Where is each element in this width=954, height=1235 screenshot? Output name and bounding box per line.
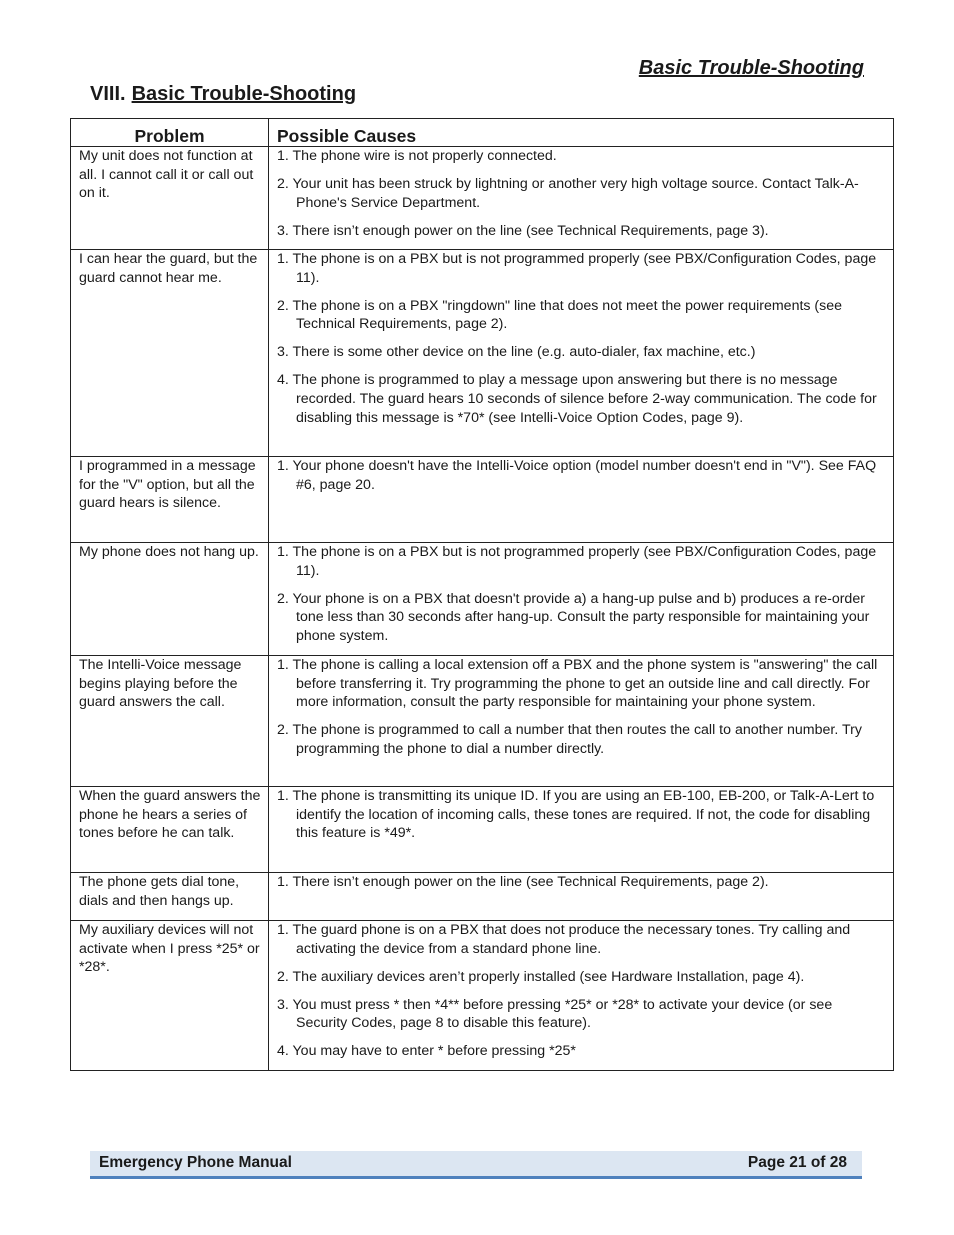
page-footer	[90, 1151, 862, 1179]
cause-item: 1. The phone wire is not properly connected.	[277, 148, 557, 164]
causes-cell	[269, 656, 894, 787]
footer-manual-title: Emergency Phone Manual	[99, 1154, 292, 1171]
cause-item: 3. There isn’t enough power on the line (see Technical Requirements, page 3).	[277, 222, 769, 239]
section-number: VIII.	[90, 83, 126, 105]
problem-cell: The phone gets dial tone, dials and then hangs up.	[71, 873, 269, 921]
cause-item: 4. You may have to enter * before pressing *25*	[277, 1043, 576, 1060]
running-head: Basic Trouble-Shooting	[638, 57, 864, 79]
cause-item: 1. The phone is calling a local extension off a PBX and the phone system is "answering" the call before transferring it. Try programming the phone to get an outside line and call directly. For more information, consult the party responsible for maintaining your phone system.	[277, 657, 878, 711]
table-row	[71, 787, 894, 873]
causes-cell	[269, 543, 894, 656]
footer-page-number: Page 21 of 28	[747, 1154, 847, 1171]
troubleshooting-table	[70, 118, 894, 1071]
problem-cell: I programmed in a message for the "V" option, but all the guard hears is silence.	[71, 457, 269, 543]
causes-cell	[269, 457, 894, 543]
table-row	[71, 457, 894, 543]
problem-cell: I can hear the guard, but the guard cannot hear me.	[71, 250, 269, 457]
cause-item: 2. The auxiliary devices aren’t properly installed (see Hardware Installation, page 4).	[277, 968, 805, 985]
cause-item: 1. The phone is on a PBX but is not programmed properly (see PBX/Configuration Codes, page 11).	[277, 544, 877, 579]
cause-item: 1. The phone is on a PBX but is not programmed properly (see PBX/Configuration Codes, page 11).	[277, 251, 877, 286]
cause-item: 1. Your phone doesn't have the Intelli-Voice option (model number doesn't end in "V"). See FAQ #6, page 20.	[277, 458, 877, 493]
table-row	[71, 147, 894, 250]
cause-item: 2. Your unit has been struck by lightning or another very high voltage source. Contact Talk-A-Phone's Service Department.	[277, 176, 859, 211]
cause-item: 1. The guard phone is on a PBX that does not produce the necessary tones. Try calling and activating the device from a standard phone line.	[277, 922, 851, 957]
causes-cell	[269, 147, 894, 250]
problem-cell: My unit does not function at all. I cannot call it or call out on it.	[71, 147, 269, 250]
table-row	[71, 656, 894, 787]
causes-cell	[269, 921, 894, 1071]
causes-cell	[269, 250, 894, 457]
cause-item: 3. You must press * then *4** before pressing *25* or *28* to activate your device (or see Security Codes, page 8 to disable this feature).	[277, 996, 833, 1032]
table-row	[71, 250, 894, 457]
table-header-row	[71, 119, 894, 147]
problem-cell: When the guard answers the phone he hears a series of tones before he can talk.	[71, 787, 269, 873]
table-row	[71, 543, 894, 656]
section-heading	[90, 83, 356, 106]
cause-item: 4. The phone is programmed to play a message upon answering but there is no message recorded. The guard hears 10 seconds of silence before 2-way communication. The code for disabling this message is *70* (see Intelli-Voice Option Codes, page 9).	[277, 372, 877, 426]
cause-item: 2. Your phone is on a PBX that doesn't provide a) a hang-up pulse and b) produces a re-order tone less than 30 seconds after hang-up. Consult the party responsible for maintaining your phone system.	[277, 590, 870, 645]
cause-item: 2. The phone is programmed to call a number that then routes the call to another number. Try programming the phone to dial a number directly.	[277, 722, 862, 758]
problem-cell: My auxiliary devices will not activate when I press *25* or *28*.	[71, 921, 269, 1071]
cause-item: 1. The phone is transmitting its unique ID. If you are using an EB-100, EB-200, or Talk-A-Lert to identify the location of incoming calls, these tones are required. If not, the code for disabling this feature is *49*.	[277, 788, 875, 842]
table-row	[71, 873, 894, 921]
section-title: Basic Trouble-Shooting	[131, 83, 357, 105]
cause-item: 1. There isn’t enough power on the line (see Technical Requirements, page 2).	[277, 874, 769, 890]
causes-cell	[269, 787, 894, 873]
problem-cell: The Intelli-Voice message begins playing before the guard answers the call.	[71, 656, 269, 787]
problem-cell: My phone does not hang up.	[71, 543, 269, 656]
cause-item: 2. The phone is on a PBX "ringdown" line that does not meet the power requirements (see Technical Requirements, page 2).	[277, 297, 843, 333]
table-row	[71, 921, 894, 1071]
column-header-possible-causes: Possible Causes	[269, 119, 894, 147]
cause-item: 3. There is some other device on the line (e.g. auto-dialer, fax machine, etc.)	[277, 344, 756, 361]
column-header-problem: Problem	[71, 119, 269, 147]
causes-cell	[269, 873, 894, 921]
